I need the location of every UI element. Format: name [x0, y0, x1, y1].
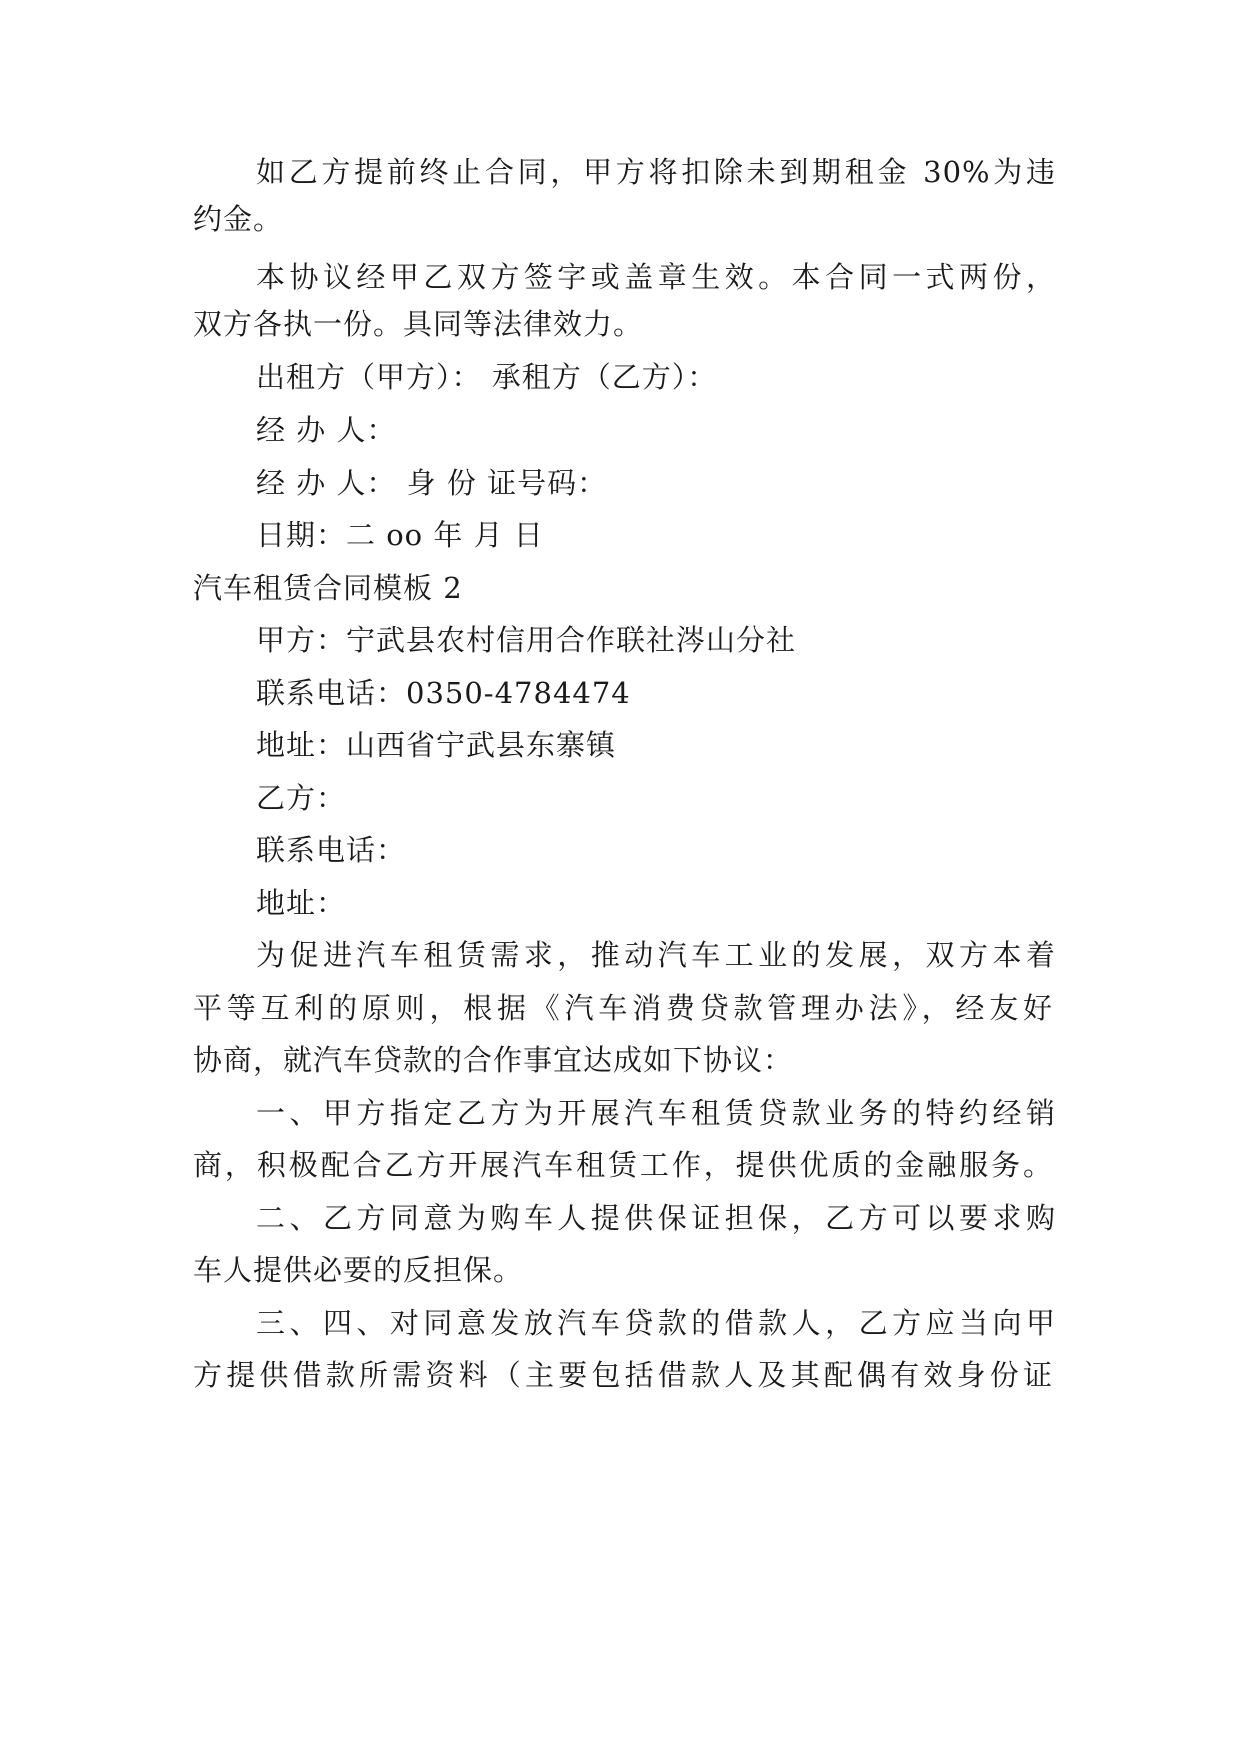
party-a-address: 地址：山西省宁武县东寨镇	[256, 728, 617, 762]
paragraph-line: 协商，就汽车贷款的合作事宜达成如下协议：	[193, 1043, 794, 1077]
signature-line: 出租方（甲方）： 承租方（乙方）：	[256, 360, 718, 394]
section-heading: 汽车租赁合同模板 2	[193, 571, 463, 605]
party-b-phone: 联系电话：	[256, 833, 407, 867]
signature-line: 经 办 人：	[256, 413, 397, 447]
paragraph-line: 约金。	[193, 202, 284, 236]
paragraph-line: 为促进汽车租赁需求，推动汽车工业的发展，双方本着	[256, 938, 1056, 972]
party-b-name: 乙方：	[256, 781, 347, 815]
paragraph-line: 一、甲方指定乙方为开展汽车租赁贷款业务的特约经销	[256, 1096, 1056, 1130]
paragraph-line: 如乙方提前终止合同，甲方将扣除未到期租金 30%为违	[256, 155, 1056, 189]
party-a-name: 甲方：宁武县农村信用合作联社涔山分社	[256, 623, 797, 657]
paragraph-line: 三、四、对同意发放汽车贷款的借款人，乙方应当向甲	[256, 1306, 1056, 1340]
paragraph-line: 双方各执一份。具同等法律效力。	[193, 307, 644, 341]
paragraph-line: 平等互利的原则，根据《汽车消费贷款管理办法》，经友好	[193, 991, 1053, 1025]
date-line: 日期：二 oo 年 月 日	[256, 518, 544, 552]
paragraph-line: 商，积极配合乙方开展汽车租赁工作，提供优质的金融服务。	[193, 1148, 1053, 1182]
signature-line: 经 办 人： 身 份 证号码：	[256, 466, 608, 500]
paragraph-line: 车人提供必要的反担保。	[193, 1253, 524, 1287]
party-b-address: 地址：	[256, 886, 347, 920]
paragraph-line: 本协议经甲乙双方签字或盖章生效。本合同一式两份，	[256, 260, 1056, 294]
paragraph-line: 二、乙方同意为购车人提供保证担保，乙方可以要求购	[256, 1201, 1056, 1235]
party-a-phone: 联系电话：0350-4784474	[256, 676, 631, 710]
paragraph-line: 方提供借款所需资料（主要包括借款人及其配偶有效身份证	[193, 1358, 1053, 1392]
